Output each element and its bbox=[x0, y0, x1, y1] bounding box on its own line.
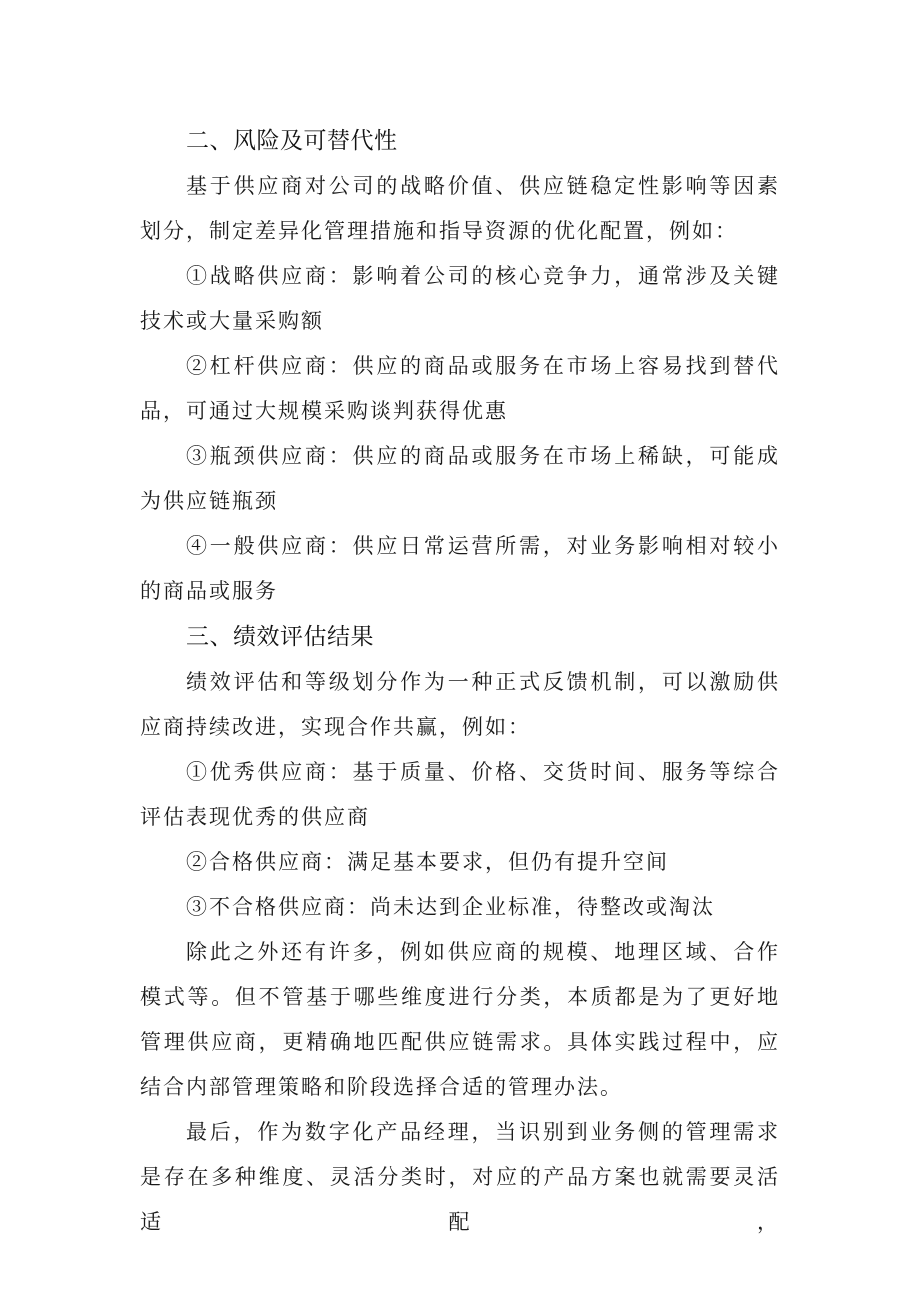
document-page bbox=[140, 118, 780, 1245]
list-item-strategic-supplier: ①战略供应商：影响着公司的核心竞争力，通常涉及关键技术或大量采购额 bbox=[140, 264, 780, 333]
list-item-bottleneck-supplier: ③瓶颈供应商：供应的商品或服务在市场上稀缺，可能成为供应链瓶颈 bbox=[140, 444, 780, 513]
section-heading-risk: 二、风险及可替代性 bbox=[186, 128, 398, 154]
list-item-excellent-supplier: ①优秀供应商：基于质量、价格、交货时间、服务等综合评估表现优秀的供应商 bbox=[140, 760, 780, 829]
paragraph-intro-performance: 绩效评估和等级划分作为一种正式反馈机制，可以激励供应商持续改进，实现合作共赢，例如： bbox=[140, 670, 780, 739]
list-item-qualified-supplier: ②合格供应商：满足基本要求，但仍有提升空间 bbox=[186, 850, 669, 874]
list-item-unqualified-supplier: ③不合格供应商：尚未达到企业标准，待整改或淘汰 bbox=[186, 895, 715, 919]
paragraph-intro-risk: 基于供应商对公司的战略价值、供应链稳定性影响等因素划分，制定差异化管理措施和指导资源的优化配置，例如： bbox=[140, 174, 780, 243]
list-item-general-supplier: ④一般供应商：供应日常运营所需，对业务影响相对较小的商品或服务 bbox=[140, 534, 780, 603]
section-heading-performance: 三、绩效评估结果 bbox=[186, 624, 374, 650]
list-item-leverage-supplier: ②杠杆供应商：供应的商品或服务在市场上容易找到替代品，可通过大规模采购谈判获得优惠 bbox=[140, 354, 780, 423]
paragraph-conclusion: 最后，作为数字化产品经理，当识别到业务侧的管理需求是存在多种维度、灵活分类时，对应的产品方案也就需要灵活适配， bbox=[140, 1120, 780, 1234]
paragraph-other-dimensions: 除此之外还有许多，例如供应商的规模、地理区域、合作模式等。但不管基于哪些维度进行分类，本质都是为了更好地管理供应商，更精确地匹配供应链需求。具体实践过程中，应结合内部管理策略和阶段选择合适的管理办法。 bbox=[140, 940, 780, 1099]
